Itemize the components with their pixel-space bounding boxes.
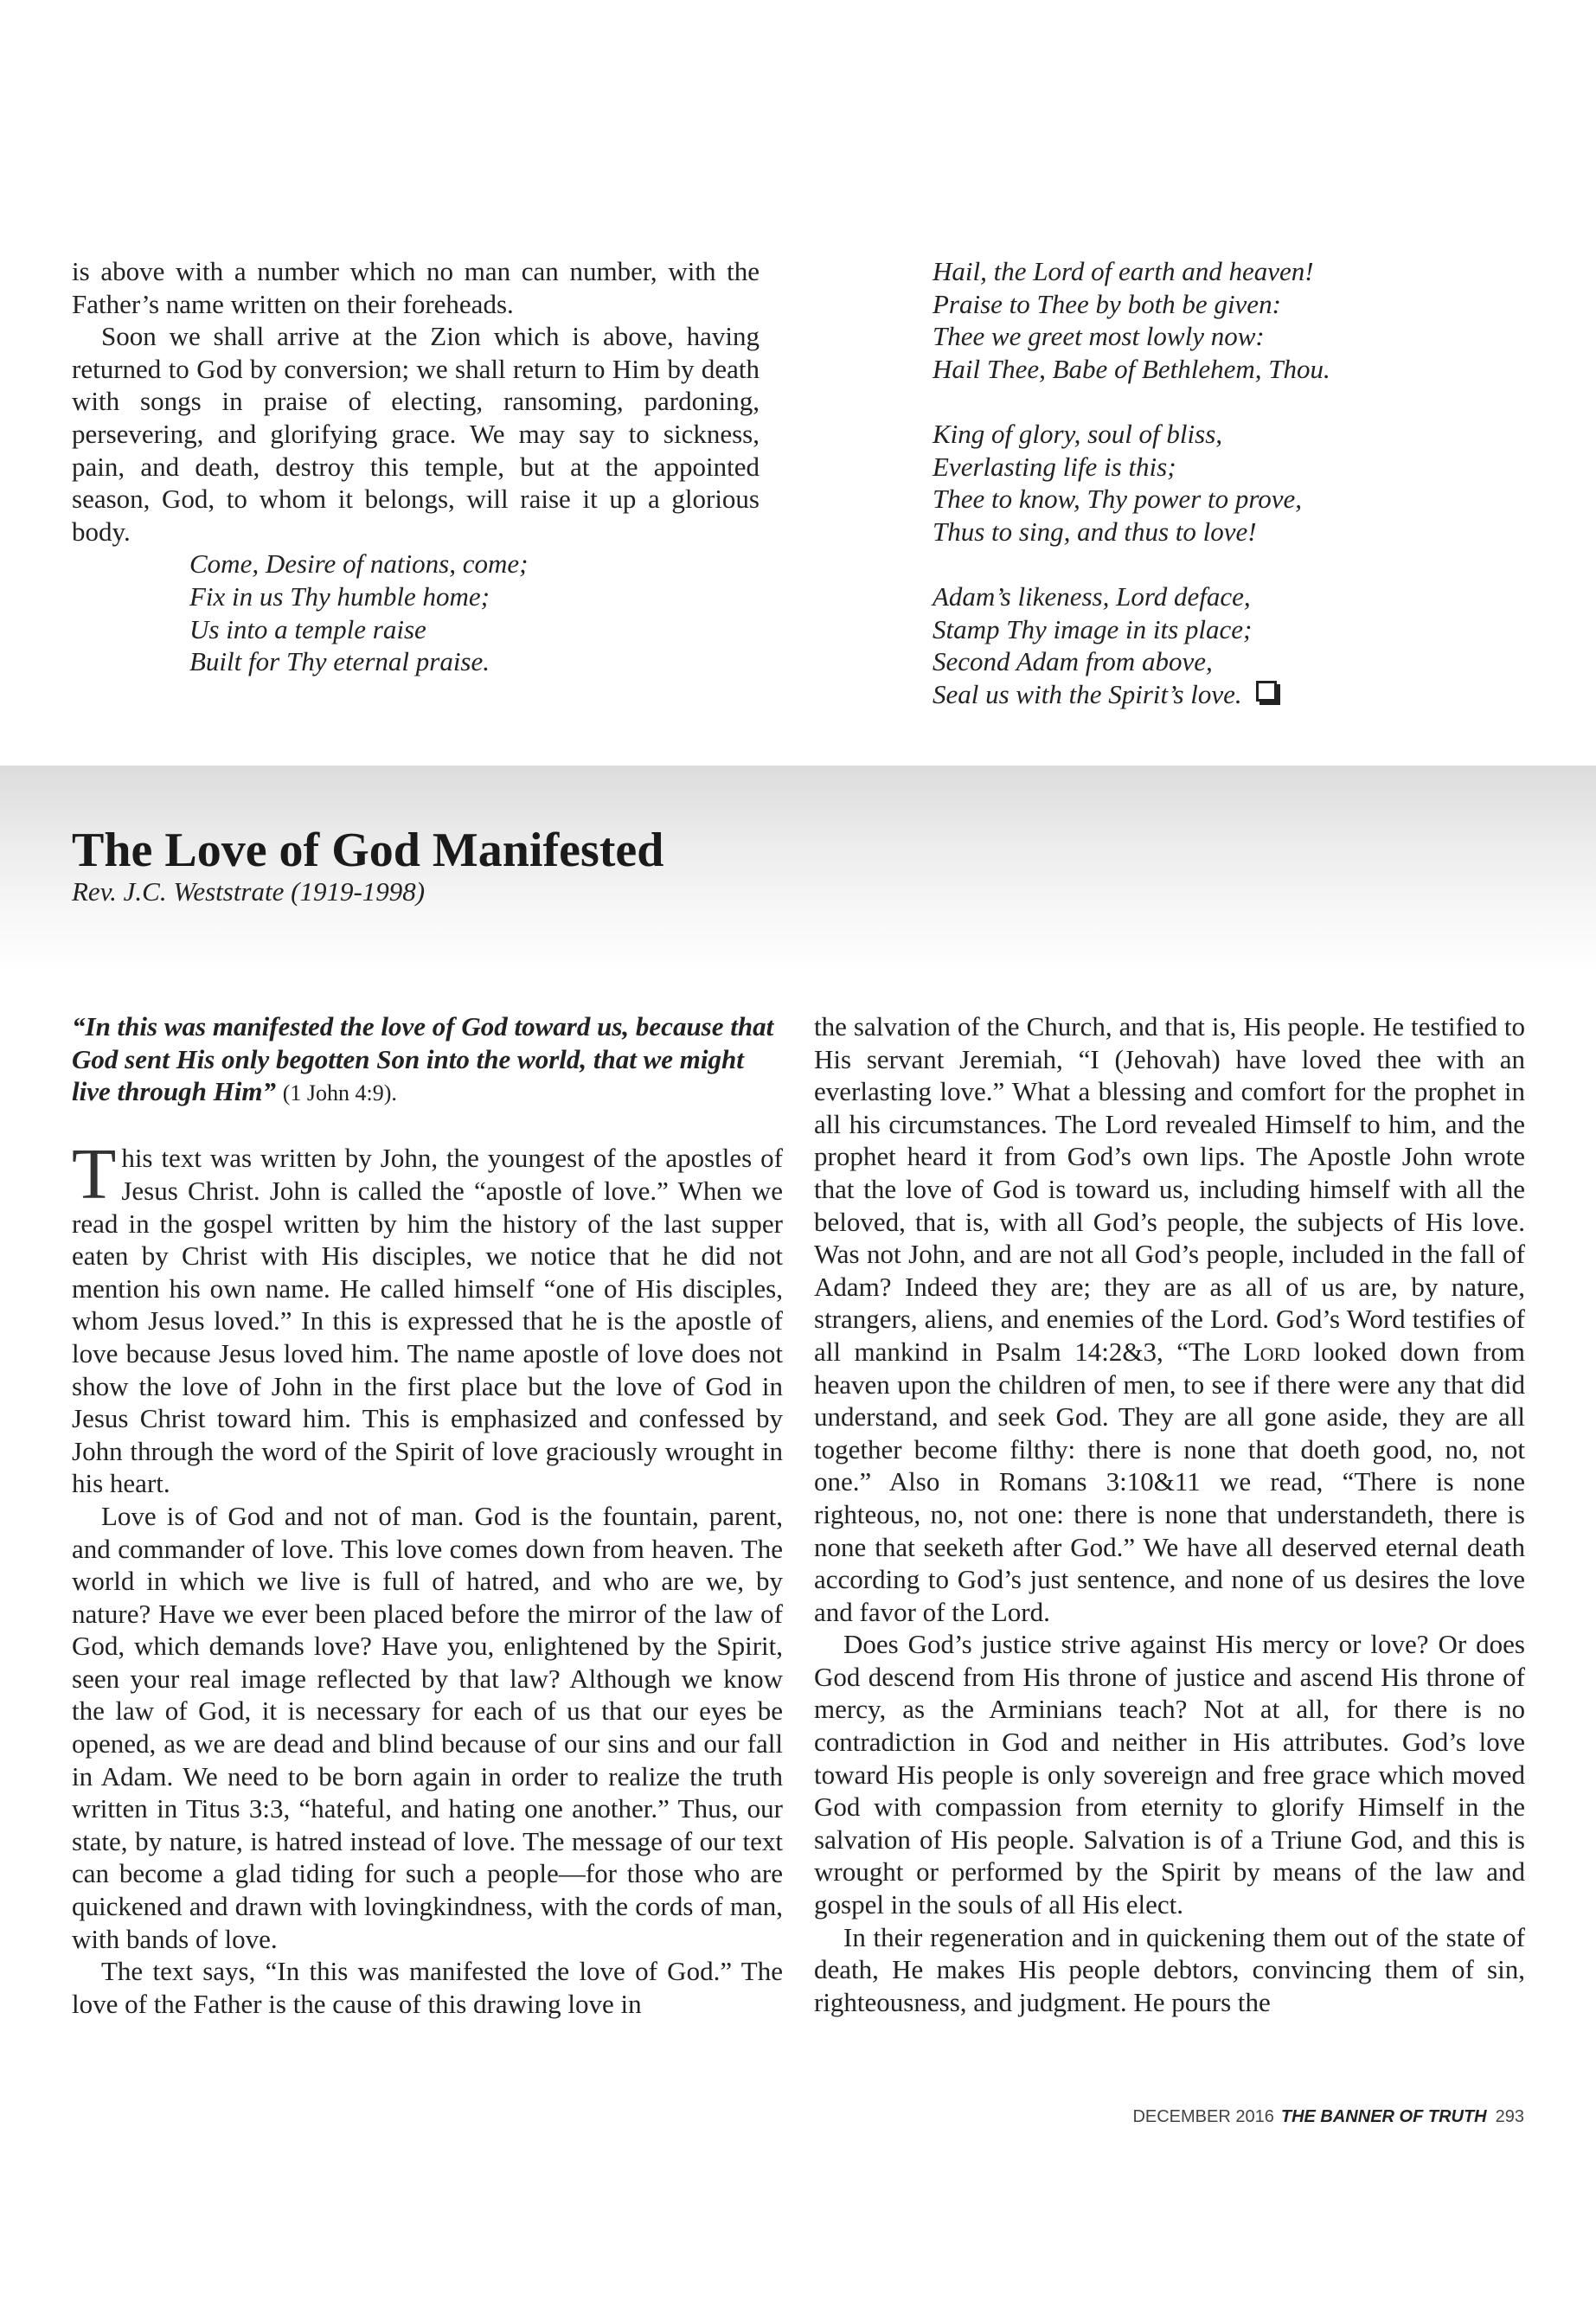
verse-line: Us into a temple raise [189,613,426,644]
epigraph [72,1010,783,1110]
verse-line: Built for Thy eternal praise. [189,646,490,677]
verse-line: Fix in us Thy humble home; [189,580,490,612]
page-number: 293 [1495,2107,1524,2126]
verse-line: Seal us with the Spirit’s love. [933,678,1242,709]
paragraph-text: his text was written by John, the youngest of the apostles of Jesus Christ. John is called the “apostle of love.” When we read in the gospel written by him the history of the last supper eaten by Christ with His disciples, we notice that he did not mention his own name. He called himself “one of His disciples, whom Jesus loved.” In this is expressed that he is the apostle of love because Jesus loved him. The name apostle of love does not show the love of John in the first place but the love of God in Jesus Christ toward him. This is emphasized and confessed by John through the word of the Spirit of love graciously wrought in his heart. [72,1143,783,1499]
verse-line: Stamp Thy image in its place; [933,613,1253,644]
verse-line: Thee we greet most lowly now: [933,321,1265,352]
paragraph-text: the salvation of the Church, and that is, His people. He testified to His servant Jeremiah, “I (Jehovah) have loved thee with an everlasting love.” What a blessing and comfort for the prophet in all his circumstances. The Lord revealed Himself to him, and the prophet heard it from God’s own lips. The Apostle John wrote that the love of God is toward us, including himself with all the beloved, that is, with all God’s people, the subjects of His love. Was not John, and are not all God’s people, included in the fall of Adam? Indeed they are; they are as all of us are, by nature, strangers, aliens, and enemies of the Lord. God’s Word testifies of all mankind in Psalm 14:2&3, “The [814,1011,1525,1367]
top-left-column [72,255,760,678]
verse-line: King of glory, soul of bliss, [933,418,1223,449]
verse-line: Thus to sing, and thus to love! [933,516,1257,547]
paragraph: In their regeneration and in quickening them out of the state of death, He makes His people debtors, convincing them of sin, righteousness, and judgment. He pours the [814,1921,1525,2017]
paragraph [814,1010,1525,1628]
top-right-column [933,255,1555,710]
verse-line: Hail Thee, Babe of Bethlehem, Thou. [933,353,1330,384]
article-title: The Love of God Manifested [72,824,664,877]
hymn-stanza [933,418,1555,548]
publication-name: THE BANNER OF TRUTH [1280,2107,1487,2126]
verse-line: Thee to know, Thy power to prove, [933,484,1303,515]
verse-line: Praise to Thee by both be given: [933,288,1281,319]
verse-line-final [933,678,1555,711]
verse-line: Second Adam from above, [933,646,1213,677]
verse-line: Hail, the Lord of earth and heaven! [933,256,1314,286]
end-of-article-icon [1256,681,1277,702]
hymn-verse [189,548,760,677]
paragraph-text: looked down from heaven upon the children of men, to see if there were any that did understand, and seek God. They are all gone aside, they are all together become filthy: there is none that doeth good, no, not one.” Also in Romans 3:10&11 we read, “There is none righteous, no, not one: there is none that understandeth, there is none that seeketh after God.” We have all deserved eternal death according to God’s just sentence, and none of us desires the love and favor of the Lord. [814,1336,1525,1627]
article-left-column [72,1010,783,2020]
verse-line: Come, Desire of nations, come; [189,548,529,580]
hymn-stanza [933,255,1555,385]
paragraph: The text says, “In this was manifested the love of God.” The love of the Father is the cause of this drawing love in [72,1956,783,2019]
paragraph [72,1134,783,1500]
paragraph: is above with a number which no man can number, with the Father’s name written on their foreheads. [72,256,760,319]
verse-line: Everlasting life is this; [933,451,1176,482]
page-footer [1132,2107,1524,2127]
verse-line: Adam’s likeness, Lord deface, [933,580,1251,612]
issue-date: DECEMBER 2016 [1132,2107,1274,2126]
paragraph: Does God’s justice strive against His mercy or love? Or does God descend from His throne of justice and ascend His throne of mercy, as the Arminians teach? Not at all, for there is no contradiction in God and neither in His attributes. God’s love toward His people is only sovereign and free grace which moved God with compassion from eternity to glorify Himself in the salvation of His people. Salvation is of a Triune God, and this is wrought or performed by the Spirit by means of the law and gospel in the souls of all His elect. [814,1629,1525,1920]
epigraph-reference: (1 John 4:9). [282,1080,397,1106]
hymn-stanza [933,580,1555,710]
epigraph-text: “In this was manifested the love of God toward us, because that God sent His only begotten Son into the world, that we might live through Him” [72,1011,774,1107]
drop-cap: T [72,1134,117,1215]
article-right-column [814,1010,1525,2018]
article-author: Rev. J.C. Weststrate (1919-1998) [72,876,426,907]
small-caps-lord: Lord [1243,1336,1301,1367]
paragraph: Love is of God and not of man. God is the fountain, parent, and commander of love. This love comes down from heaven. The world in which we live is full of hatred, and who are we, by nature? Have we ever been placed before the mirror of the law of God, which demands love? Have you, enlightened by the Spirit, seen your real image reflected by that law? Although we know the law of God, it is necessary for each of us that our eyes be opened, as we are dead and blind because of our sins and our fall in Adam. We need to be born again in order to realize the truth written in Titus 3:3, “hateful, and hating one another.” Thus, our state, by nature, is hatred instead of love. The message of our text can become a glad tiding for such a people—for those who are quickened and drawn with lovingkindness, with the cords of man, with bands of love. [72,1500,783,1954]
paragraph: Soon we shall arrive at the Zion which is above, having returned to God by conversion; we shall return to Him by death with songs in praise of electing, ransoming, pardoning, persevering, and glorifying grace. We may say to sickness, pain, and death, destroy this temple, but at the appointed season, God, to whom it belongs, will raise it up a glorious body. [72,321,760,547]
